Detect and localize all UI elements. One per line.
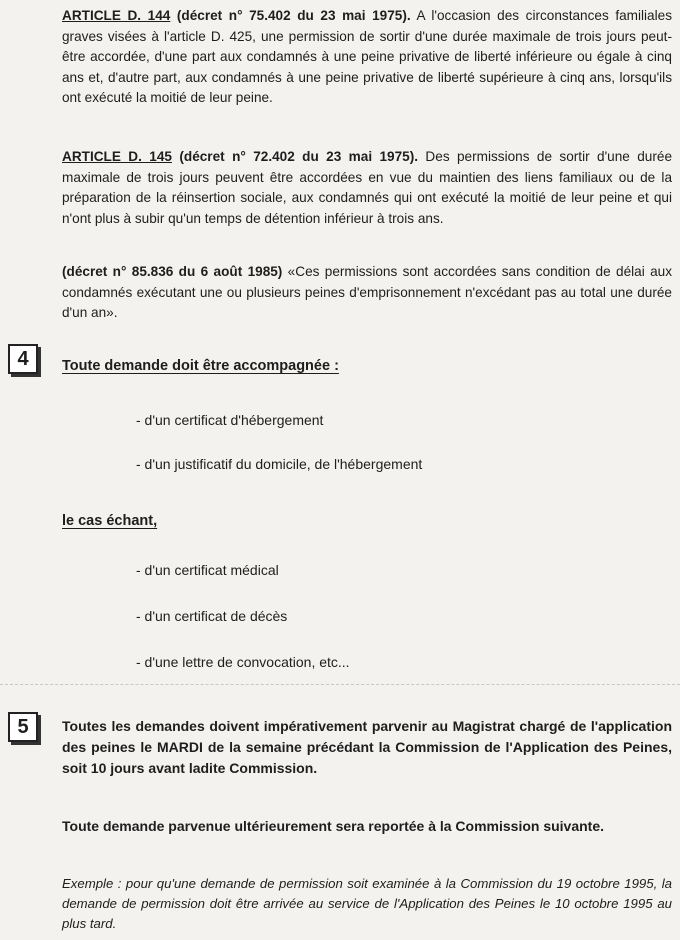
- section-5-example: Exemple : pour qu'une demande de permission soit examinée à la Commission du 19 octobre 1995, la demande de permission doit être arrivée au service de l'Application des Peines le 10 octobre 1995 au plus tard.: [62, 876, 672, 931]
- section-4-item-2: - d'un justificatif du domicile, de l'hébergement: [136, 456, 423, 472]
- section-4-number-box: 4: [8, 344, 38, 374]
- decret-1985-ref: (décret n° 85.836 du 6 août 1985): [62, 264, 283, 279]
- section-5-paragraph-2: Toute demande parvenue ultérieurement sera reportée à la Commission suivante.: [62, 818, 605, 834]
- decret-1985-paragraph: [62, 262, 672, 324]
- section-4-subitem-2: - d'un certificat de décès: [136, 608, 288, 624]
- section-4-heading: Toute demande doit être accompagnée :: [62, 358, 339, 374]
- article-d144-paragraph: [62, 6, 672, 109]
- article-d144-decree: (décret n° 75.402 du 23 mai 1975).: [170, 8, 411, 23]
- article-d145-decree: (décret n° 72.402 du 23 mai 1975).: [171, 149, 419, 164]
- section-4-item-1: - d'un certificat d'hébergement: [136, 412, 324, 428]
- section-5-paragraph-1: Toutes les demandes doivent impérativement parvenir au Magistrat chargé de l'application des peines le MARDI de la semaine précédant la Commission de l'Application des Peines, soit 10 jours avant ladite Commission.: [62, 718, 672, 776]
- section-4-subitem-3: - d'une lettre de convocation, etc...: [136, 654, 350, 670]
- section-5-number-box: 5: [8, 712, 38, 742]
- article-d144-text: A l'occasion des circonstances familiales graves visées à l'article D. 425, une permission de sortir d'une durée maximale de trois jours peut-être accordée, d'une part aux condamnés à une peine privative de liberté inférieure ou égale à cinq ans et, d'autre part, aux condamnés à une peine privative de liberté supérieure à cinq ans, lorsqu'ils ont exécuté la moitié de leur peine.: [62, 8, 672, 105]
- section-4-subheading: le cas échant,: [62, 513, 158, 529]
- article-d145-paragraph: [62, 147, 672, 229]
- article-d145-ref: ARTICLE D. 145: [62, 149, 172, 164]
- section-divider: [0, 684, 680, 685]
- article-d144-ref: ARTICLE D. 144: [62, 8, 171, 23]
- article-d145-text: Des permissions de sortir d'une durée maximale de trois jours peuvent être accordées en vue du maintien des liens familiaux ou de la préparation de la réinsertion sociale, aux condamnés qui ont exécuté la moitié de leur peine et qui n'ont plus à subir qu'un temps de détention inférieur à trois ans.: [62, 149, 673, 226]
- decret-1985-text: «Ces permissions sont accordées sans condition de délai aux condamnés exécutant une ou plusieurs peines d'emprisonnement n'excédant pas au total une durée d'un an».: [62, 264, 672, 320]
- section-4-subitem-1: - d'un certificat médical: [136, 562, 279, 578]
